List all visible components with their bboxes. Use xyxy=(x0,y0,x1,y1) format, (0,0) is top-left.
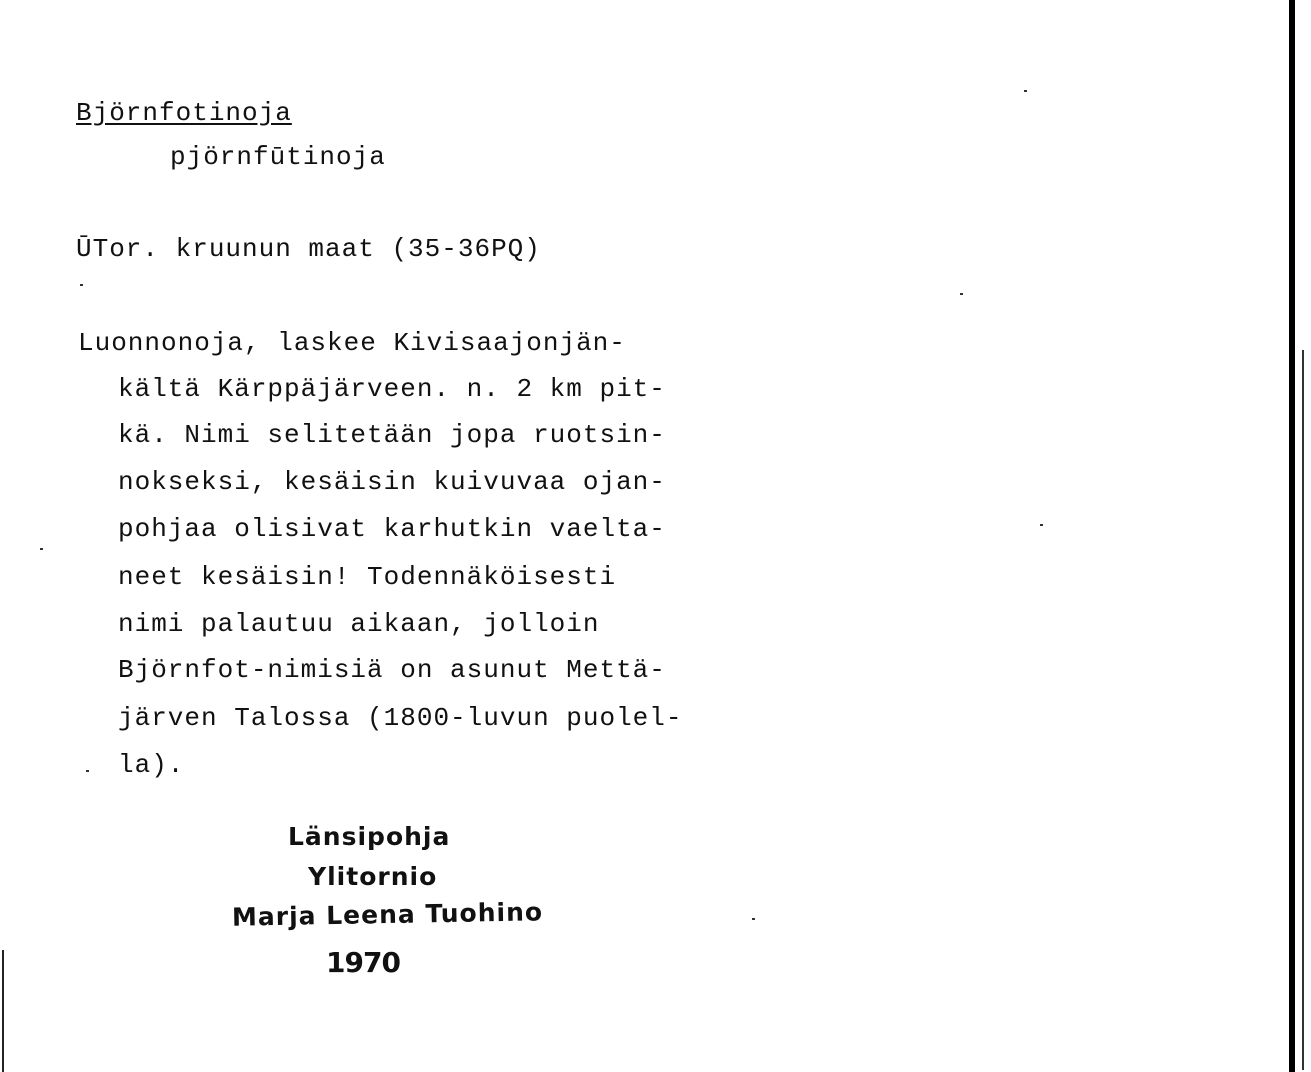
signature-year: 1970 xyxy=(326,946,400,979)
scan-speck xyxy=(960,293,963,295)
signature-collector: Marja Leena Tuohino xyxy=(231,897,544,932)
description-line: nokseksi, kesäisin kuivuvaa ojan- xyxy=(118,467,666,497)
description-line: kä. Nimi selitetään jopa ruotsin- xyxy=(118,420,666,450)
description-line: neet kesäisin! Todennäköisesti xyxy=(118,562,617,592)
description-line: järven Talossa (1800-luvun puolel- xyxy=(118,703,683,733)
description-line: nimi palautuu aikaan, jolloin xyxy=(118,609,600,639)
signature-parish: Ylitornio xyxy=(308,862,438,891)
scan-speck xyxy=(1040,524,1043,526)
scan-speck xyxy=(752,918,755,920)
source-reference: ŪTor. kruunun maat (35-36PQ) xyxy=(76,234,541,264)
description-line: Luonnonoja, laskee Kivisaajonjän- xyxy=(78,328,626,358)
description-line: kältä Kärppäjärveen. n. 2 km pit- xyxy=(118,374,666,404)
scan-edge-right-inner xyxy=(1302,350,1304,1070)
description-line: Björnfot-nimisiä on asunut Mettä- xyxy=(118,655,666,685)
description-line: pohjaa olisivat karhutkin vaelta- xyxy=(118,514,666,544)
description-line: la). xyxy=(118,750,185,780)
scan-speck xyxy=(80,284,83,286)
signature-region: Länsipohja xyxy=(288,822,451,851)
headword: Björnfotinoja xyxy=(76,98,292,128)
pronunciation: pjörnfūtinoja xyxy=(170,142,386,172)
scan-edge-left xyxy=(2,950,4,1072)
scan-speck xyxy=(86,770,89,772)
scan-speck xyxy=(1024,90,1027,92)
scan-speck xyxy=(40,548,43,550)
scan-edge-right xyxy=(1289,0,1295,1072)
